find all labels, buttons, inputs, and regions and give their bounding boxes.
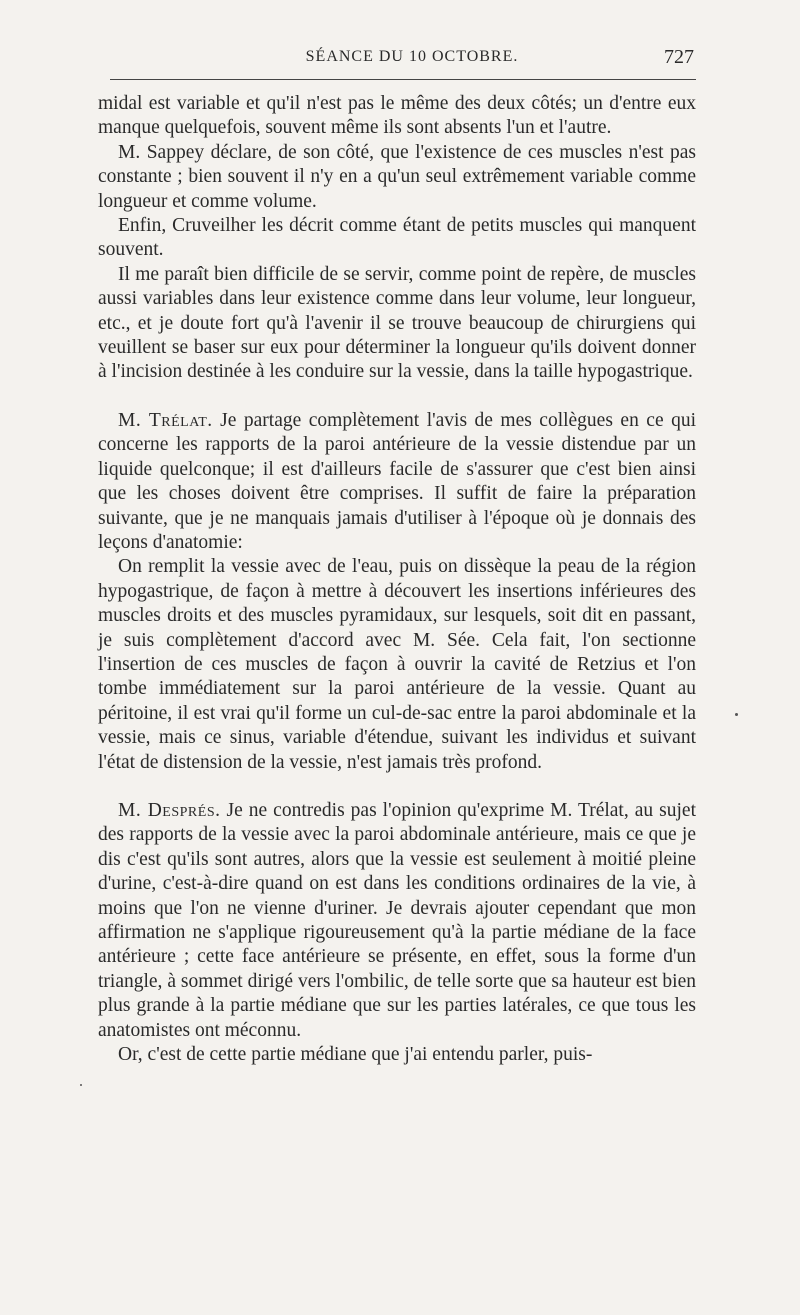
header-rule bbox=[110, 79, 696, 80]
margin-speck bbox=[735, 713, 738, 716]
paragraph-repere: Il me paraît bien difficile de se servir, comme point de repère, de muscles aussi variables dans leur existence comme dans leur volume, leur longueur, etc., et je doute fort qu'à l'avenir il se trouve beaucoup de chirurgiens qui veuillent se baser sur eux pour déterminer la longueur qu'ils doivent donner à l'incision destinée à les conduire sur la vessie, dans la taille hypogastrique. bbox=[98, 263, 696, 383]
paragraph-trelat: M. Trélat. Je partage complètement l'avis de mes collègues en ce qui concerne les rapports de la paroi antérieure de la vessie distendue par un liquide quelconque; il est d'ailleurs facile de s'assurer que c'est bien ainsi que les choses doivent être comprises. Il suffit de faire la préparation suivante, que je ne manquais jamais d'utiliser à l'époque où je donnais des leçons d'anatomie: bbox=[98, 409, 697, 553]
paragraph-cruveilher: Enfin, Cruveilher les décrit comme étant de petits muscles qui manquent souvent. bbox=[98, 215, 696, 261]
paragraph-closing: Or, c'est de cette partie médiane que j'ai entendu parler, puis- bbox=[118, 1044, 593, 1066]
speaker-despres: M. Després. bbox=[118, 799, 221, 821]
paragraph-continuation: midal est variable et qu'il n'est pas le même des deux côtés; un d'entre eux manque quelquefois, souvent même ils sont absents l'un et l'autre. bbox=[98, 93, 696, 139]
margin-speck bbox=[80, 1084, 82, 1086]
body-text bbox=[98, 92, 696, 1067]
paragraph-despres: M. Després. Je ne contredis pas l'opinion qu'exprime M. Trélat, au sujet des rapports de la vessie avec la paroi abdominale antérieure, mais ce que je dis c'est qu'ils sont autres, alors que la vessie est seulement à moitié pleine d'urine, c'est-à-dire quand on est dans les conditions ordinaires de la vie, à moins que l'on ne vienne d'uriner. Je devrais ajouter cependant que mon affirmation ne s'applique rigoureusement qu'à la partie médiane de la face antérieure ; cette face antérieure se présente, en effet, sous la forme d'un triangle, à sommet dirigé vers l'ombilic, de telle sorte que sa hauteur est bien plus grande à la partie médiane que sur les parties latérales, ce que tous les anatomistes ont méconnu. bbox=[98, 799, 696, 1041]
page-number: 727 bbox=[664, 46, 694, 68]
speaker-trelat: M. Trélat. bbox=[118, 409, 213, 431]
paragraph-sappey: M. Sappey déclare, de son côté, que l'existence de ces muscles n'est pas constante ; bien souvent il n'y en a qu'un seul extrêmement variable comme longueur et comme volume. bbox=[98, 141, 696, 212]
paragraph-preparation: On remplit la vessie avec de l'eau, puis on dissèque la peau de la région hypogastrique, de façon à mettre à découvert les insertions inférieures des muscles droits et des muscles pyramidaux, sur lesquels, soit dit en passant, je suis complètement d'accord avec M. Sée. Cela fait, l'on sectionne l'insertion de ces muscles de façon à ouvrir la cavité de Retzius et l'on tombe immédiatement sur la paroi antérieure de la vessie. Quant au péritoine, il est vrai qu'il forme un cul-de-sac entre la paroi abdominale et la vessie, mais ce sinus, variable d'étendue, suivant les individus et suivant l'état de distension de la vessie, n'est jamais très profond. bbox=[98, 556, 696, 773]
running-title: SÉANCE DU 10 OCTOBRE. bbox=[305, 48, 519, 65]
running-head bbox=[108, 44, 696, 72]
